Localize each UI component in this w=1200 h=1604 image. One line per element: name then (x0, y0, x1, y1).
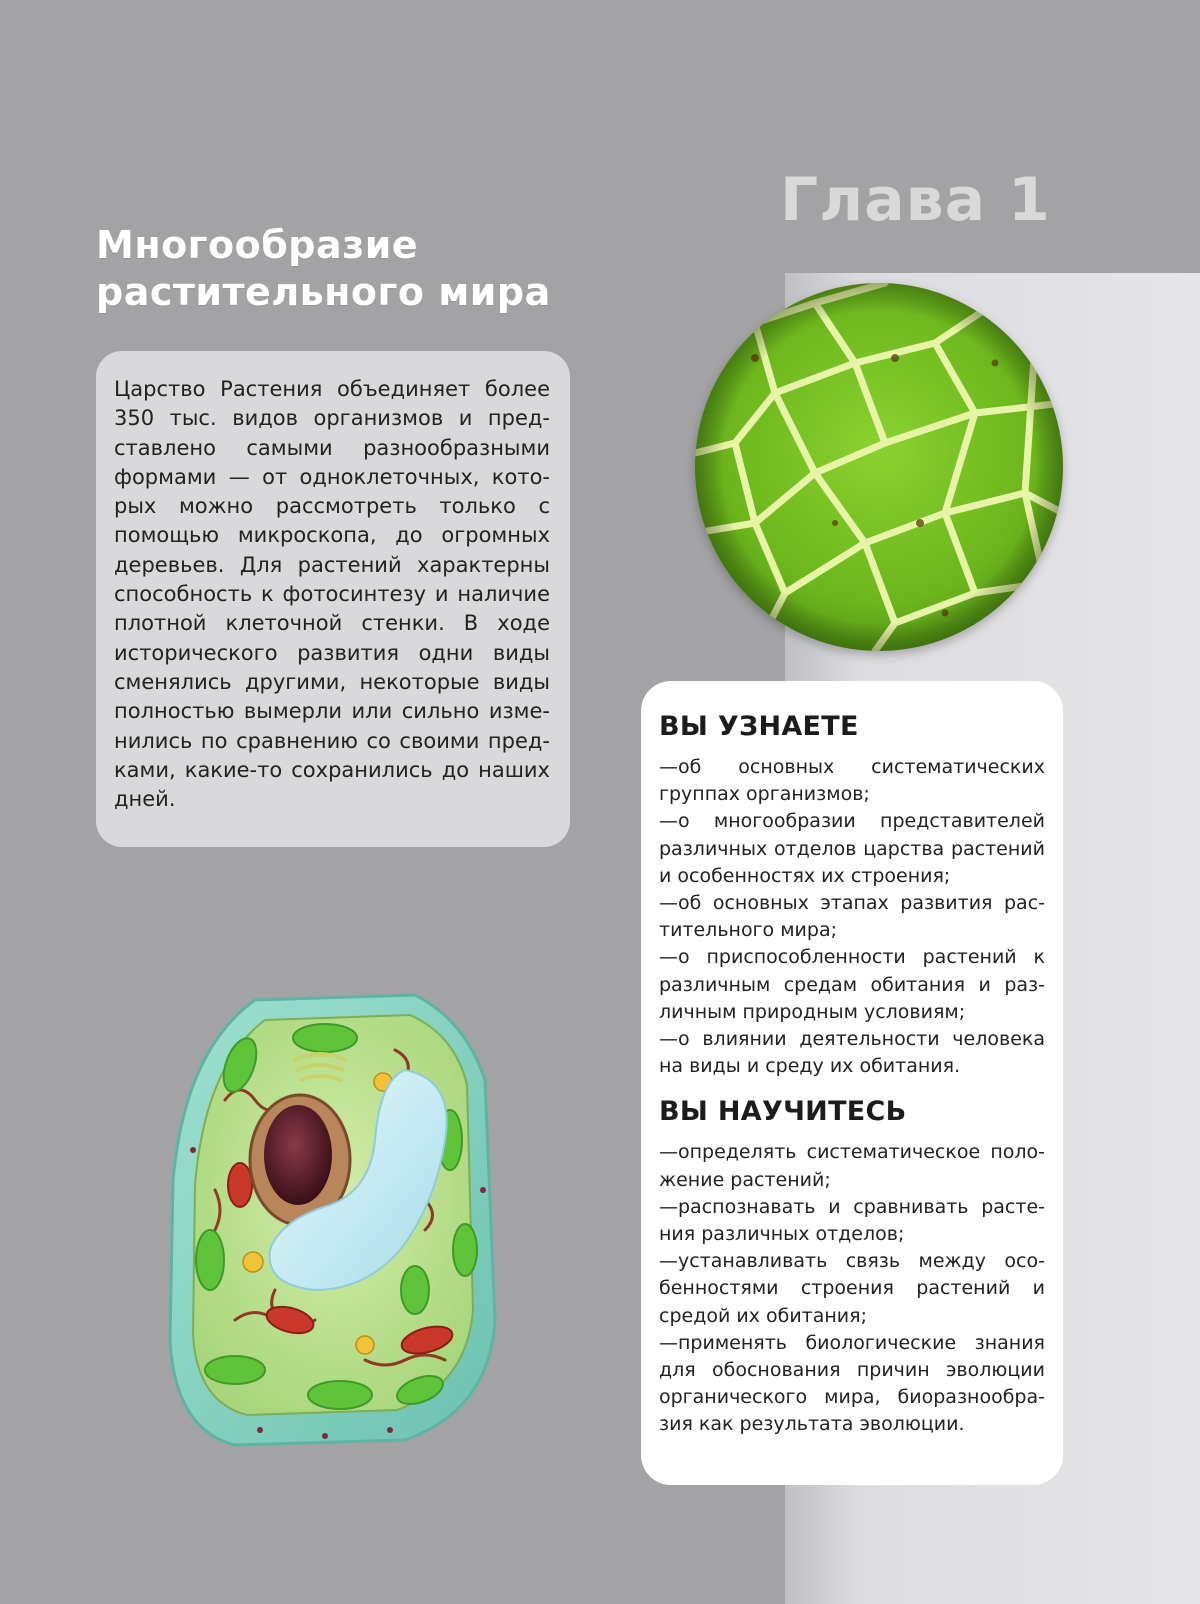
learn-item: —об основных систематических группах организмов; (659, 756, 1045, 806)
learn-list (659, 754, 1045, 1080)
leaf-cells-micrograph (695, 283, 1063, 651)
skills-item: —определять систематическое положение растений; (659, 1141, 1045, 1191)
skills-heading: ВЫ НАУЧИТЕСЬ (659, 1096, 907, 1128)
intro-box (96, 351, 570, 847)
skills-list (659, 1139, 1045, 1438)
page-title (96, 222, 656, 316)
skills-item: —распознавать и сравнивать растения различных отделов; (659, 1195, 1045, 1246)
learn-item: —о многообразии представителей различных отделов царства растений и особенностях их строения; (659, 810, 1045, 887)
plant-cell-illustration (165, 990, 515, 1450)
intro-text: Царство Растения объединяет более 350 тыс. видов организмов и представлено самыми разнообразными формами — от одноклеточных, которых можно рассмотреть только с помощью микроскопа, до огромных деревьев. Для растений характерны способность к фотосинтезу и наличие плотной клеточной стенки. В ходе исторического развития одни виды сменялись другими, некоторые виды полностью вымерли или сильно изменились по сравнению со своими предками, какие-то сохранились до наших дней. (114, 377, 550, 812)
learn-heading: ВЫ УЗНАЕТЕ (659, 711, 859, 742)
title-line-2: растительного мира (96, 270, 551, 314)
skills-item: —применять биологические знания для обоснования причин эволюции органического мира, биоразнообразия как результата эволюции. (659, 1331, 1045, 1436)
learn-item: —о приспособленности растений к различным средам обитания и различным природным условиям; (659, 946, 1045, 1023)
skills-item: —устанавливать связь между особенностями строения растений и средой их обитания; (659, 1250, 1045, 1327)
chapter-label: Глава 1 (780, 165, 1051, 235)
learn-item: —о влиянии деятельности человека на виды и среду их обитания. (659, 1028, 1045, 1078)
title-line-1: Многообразие (96, 223, 419, 267)
learn-item: —об основных этапах развития растительного мира; (659, 892, 1045, 942)
learning-goals-box (641, 681, 1063, 1485)
